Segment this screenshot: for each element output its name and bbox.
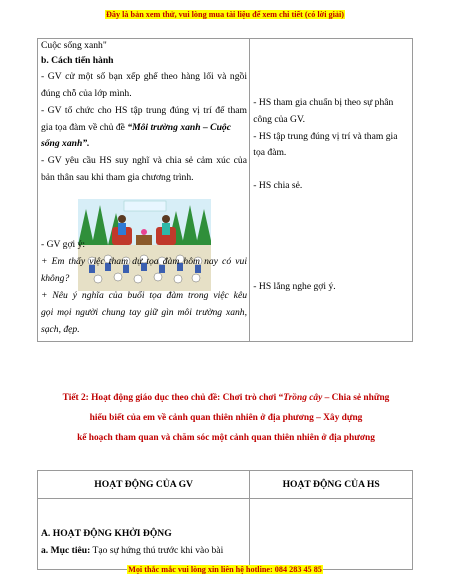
cell-text: - HS tập trung đúng vị trí và tham gia	[253, 131, 398, 142]
hotline-text: Mọi thắc mắc vui lòng xin liên hệ hotline: 084 283 45 85	[128, 565, 322, 574]
teacher-activity-cell	[38, 39, 250, 342]
cell-text: Cuộc sống xanh"	[41, 40, 107, 51]
activity-heading: A. HOẠT ĐỘNG KHỞI ĐỘNG	[41, 528, 172, 539]
section-title-line	[30, 393, 422, 403]
cell-text: công của GV.	[253, 114, 306, 125]
section-title-line: kế hoạch tham quan và chăm sóc một cảnh quan thiên nhiên ở địa phương	[77, 433, 375, 443]
classroom-discussion-illustration	[78, 199, 211, 291]
aim-label: a. Mục tiêu:	[41, 545, 91, 556]
cell-text	[41, 122, 231, 134]
game-name: Trồng cây	[283, 393, 323, 403]
preview-notice-text: Đây là bản xem thử, vui lòng mua tài liệu để xem chi tiết (có lời giải)	[105, 10, 344, 19]
student-activity-cell	[250, 499, 413, 570]
preview-notice-banner	[0, 10, 450, 19]
header-teacher-activity: HOẠT ĐỘNG CỦA GV	[38, 471, 250, 499]
cell-text: - HS lắng nghe gợi ý.	[253, 281, 336, 292]
topic-title: “Môi trường xanh – Cuộc	[127, 122, 231, 133]
student-activity-cell	[250, 39, 413, 342]
cell-text: bản thân sau khi tham gia chương trình.	[41, 172, 194, 183]
cell-text: - GV yêu cầu HS suy nghĩ và chia sẻ cảm xúc của	[41, 155, 247, 166]
teacher-activity-cell	[38, 499, 250, 570]
suggestion-question: không?	[41, 273, 70, 284]
cell-text: tọa đàm.	[253, 147, 287, 158]
section-title-part: Tiết 2: Hoạt động giáo dục theo chủ đề: Chơi trò chơi “	[62, 393, 284, 403]
topic-title-end: sống xanh”.	[41, 138, 90, 149]
cell-text: đúng chỗ của lớp mình.	[41, 88, 132, 99]
cell-text: - HS chia sẻ.	[253, 180, 303, 191]
suggestion-label: - GV gợi ý:	[41, 239, 86, 250]
cell-text: - GV cử một số bạn xếp ghế theo hàng lối và ngồi	[41, 71, 247, 82]
activity-table-2	[37, 470, 413, 570]
cell-text: - HS tham gia chuẩn bị theo sự phân	[253, 97, 394, 108]
lesson-activity-table	[37, 38, 413, 342]
header-student-activity: HOẠT ĐỘNG CỦA HS	[250, 471, 413, 499]
section-title-line: hiểu biết của em về cảnh quan thiên nhiên ở địa phương – Xây dựng	[89, 413, 363, 423]
suggestion-question: sạch, đẹp.	[41, 324, 80, 335]
cell-text-part: gia tọa đàm về chủ đề	[41, 122, 128, 133]
aim-line	[41, 545, 223, 557]
procedure-heading: b. Cách tiến hành	[41, 55, 114, 66]
suggestion-question: + Em thấy việc tham dự tọa đàm hôm nay có vui	[41, 256, 247, 267]
suggestion-question: gọi mọi người chung tay giữ gìn môi trường xanh,	[41, 307, 247, 318]
section-title-part: – Chia sẻ những	[322, 393, 390, 403]
suggestion-question: + Nêu ý nghĩa của buổi tọa đàm trong việc kêu	[41, 290, 247, 301]
contact-hotline-banner	[0, 565, 450, 574]
aim-text: Tạo sự hứng thú trước khi vào bài	[90, 545, 224, 556]
cell-text: - GV tổ chức cho HS tập trung đúng vị trí để tham	[41, 105, 247, 116]
